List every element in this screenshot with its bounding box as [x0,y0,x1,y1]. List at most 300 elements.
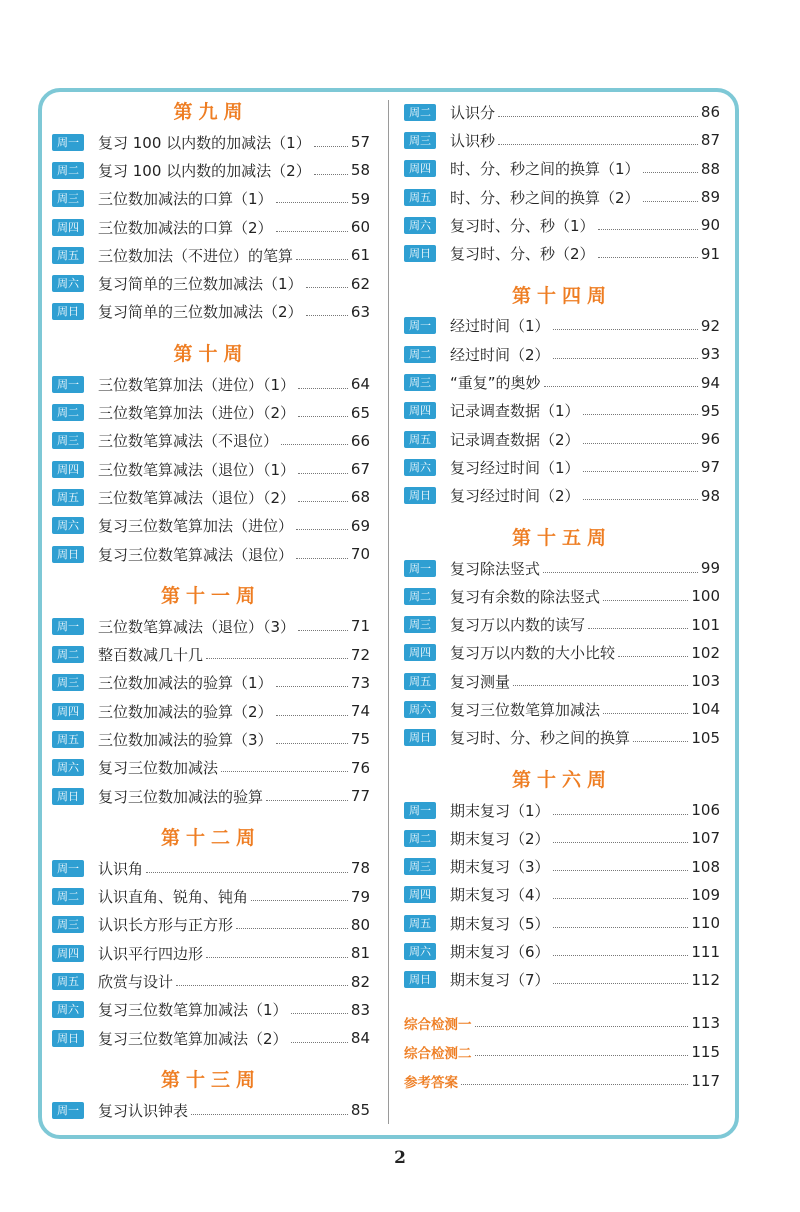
entry-title: 期末复习（3） [450,858,550,877]
week-heading: 第十六周 [511,768,612,791]
day-tag: 周二 [404,830,436,847]
entry-page: 65 [350,403,370,422]
entry-title: 复习万以内数的读写 [450,616,586,635]
toc-entry[interactable] [52,725,370,753]
entry-page: 76 [350,758,370,777]
dot-leader [298,501,348,502]
dot-leader [276,743,348,744]
day-tag: 周二 [52,404,84,421]
dot-leader [296,259,348,260]
toc-entry[interactable] [52,298,370,326]
toc-entry[interactable] [404,340,720,368]
toc-entry[interactable] [404,909,720,937]
toc-entry[interactable] [52,939,370,967]
entry-page: 95 [700,401,720,420]
toc-entry[interactable] [52,455,370,483]
toc-entry[interactable] [404,881,720,909]
entry-page: 77 [350,787,370,806]
extra-entry[interactable] [404,1066,720,1095]
entry-title: 复习时、分、秒（1） [450,216,595,235]
entry-title: 期末复习（1） [450,801,550,820]
toc-entry[interactable] [404,554,720,582]
entry-title: 三位数加减法的口算（1） [98,190,273,209]
day-tag: 周日 [404,245,436,262]
day-tag: 周五 [404,189,436,206]
toc-entry[interactable] [52,370,370,398]
day-tag: 周三 [404,858,436,875]
dot-leader [553,983,689,984]
entry-page: 88 [700,159,720,178]
extra-title: 综合检测一 [404,1016,472,1033]
entry-title: 复习三位数笔算加法（进位） [98,517,294,536]
entry-page: 98 [700,486,720,505]
entry-title: 三位数笔算加法（进位）（2） [98,404,296,423]
entry-title: 复习三位数笔算减法（退位） [98,545,294,564]
entry-title: 复习三位数加减法 [98,759,219,778]
toc-entry[interactable] [404,239,720,267]
toc-entry[interactable] [52,754,370,782]
entry-title: “重复”的奥妙 [450,374,541,393]
entry-title: 认识分 [450,103,496,122]
dot-leader [298,630,348,631]
entry-page: 100 [691,587,720,606]
dot-leader [296,558,348,559]
entry-page: 96 [700,430,720,449]
entry-page: 106 [691,801,720,820]
entry-title: 认识角 [98,859,144,878]
toc-entry[interactable] [52,427,370,455]
entry-page: 64 [350,375,370,394]
dot-leader [266,800,348,801]
day-tag: 周一 [404,560,436,577]
day-tag: 周五 [404,915,436,932]
dot-leader [298,473,348,474]
dot-leader [583,414,698,415]
day-tag: 周日 [404,487,436,504]
dot-leader [251,900,348,901]
entry-title: 时、分、秒之间的换算（2） [450,188,640,207]
toc-entry[interactable] [404,639,720,667]
entry-page: 68 [350,488,370,507]
entry-page: 86 [700,103,720,122]
week-heading: 第十二周 [160,827,261,850]
toc-entry[interactable] [52,911,370,939]
day-tag: 周二 [52,888,84,905]
day-tag: 周五 [404,431,436,448]
toc-entry[interactable] [52,854,370,882]
entry-page: 60 [350,218,370,237]
toc-entry[interactable] [404,667,720,695]
toc-entry[interactable] [52,883,370,911]
entry-page: 112 [691,970,720,989]
extra-title: 参考答案 [404,1074,458,1091]
week-heading: 第十四周 [511,284,612,307]
entry-page: 84 [350,1029,370,1048]
dot-leader [276,231,348,232]
entry-title: 期末复习（5） [450,914,550,933]
day-tag: 周日 [52,788,84,805]
dot-leader [276,715,348,716]
toc-left-column [52,96,370,1125]
toc-entry[interactable] [404,183,720,211]
day-tag: 周日 [404,729,436,746]
entry-page: 81 [350,944,370,963]
entry-page: 107 [691,829,720,848]
entry-page: 82 [350,972,370,991]
entry-title: 时、分、秒之间的换算（1） [450,160,640,179]
dot-leader [553,927,689,928]
entry-page: 58 [350,161,370,180]
entry-page: 61 [350,246,370,265]
dot-leader [498,116,698,117]
right-weeks [404,280,720,994]
entry-title: 三位数笔算加法（进位）（1） [98,375,296,394]
dot-leader [588,628,688,629]
toc-entry[interactable] [52,669,370,697]
day-tag: 周三 [52,916,84,933]
entry-title: 复习 100 以内数的加减法（2） [98,161,311,180]
toc-entry[interactable] [404,211,720,239]
dot-leader [553,329,698,330]
week-heading: 第十三周 [160,1069,261,1092]
entry-page: 70 [350,545,370,563]
dot-leader [603,600,688,601]
entry-page: 59 [350,189,370,208]
dot-leader [314,146,348,147]
toc-entry[interactable] [404,155,720,183]
day-tag: 周二 [404,104,436,121]
entry-title: 复习有余数的除法竖式 [450,587,601,606]
entry-title: 经过时间（2） [450,345,550,364]
day-tag: 周六 [52,275,84,292]
dot-leader [236,928,348,929]
day-tag: 周三 [52,190,84,207]
extra-entry[interactable] [404,1037,720,1066]
toc-entry[interactable] [404,937,720,965]
entry-title: 欣赏与设计 [98,973,174,992]
dot-leader [553,842,689,843]
entry-page: 85 [350,1101,370,1120]
day-tag: 周六 [404,217,436,234]
toc-entry[interactable] [52,1024,370,1052]
day-tag: 周日 [404,971,436,988]
entry-page: 90 [700,216,720,235]
dot-leader [475,1026,689,1027]
entry-page: 109 [691,885,720,904]
toc-entry[interactable] [404,966,720,994]
entry-page: 92 [700,316,720,335]
day-tag: 周五 [52,731,84,748]
toc-entry[interactable] [404,98,720,126]
day-tag: 周五 [52,489,84,506]
dot-leader [553,814,689,815]
day-tag: 周一 [404,317,436,334]
entry-title: 三位数笔算减法（不退位） [98,432,279,451]
entry-page: 62 [350,274,370,293]
dot-leader [176,985,348,986]
day-tag: 周四 [404,160,436,177]
toc-entry[interactable] [52,640,370,668]
entry-title: 三位数笔算减法（退位）（2） [98,488,296,507]
dot-leader [544,386,698,387]
toc-entry[interactable] [52,398,370,426]
day-tag: 周三 [404,374,436,391]
page-number: 2 [394,1148,406,1168]
column-divider [388,100,389,1124]
dot-leader [206,658,348,659]
entry-title: 记录调查数据（1） [450,402,580,421]
entry-title: 复习三位数笔算加减法 [450,700,601,719]
entry-page: 97 [700,458,720,477]
week-heading: 第九周 [173,101,249,123]
entry-title: 认识直角、锐角、钝角 [98,888,249,907]
entry-title: 三位数笔算减法（退位）（1） [98,460,296,479]
dot-leader [314,174,348,175]
entry-title: 复习经过时间（1） [450,458,580,477]
entry-title: 复习时、分、秒（2） [450,245,595,264]
day-tag: 周五 [52,973,84,990]
day-tag: 周二 [52,162,84,179]
entry-page: 69 [350,516,370,535]
dot-leader [221,771,348,772]
dot-leader [643,201,698,202]
dot-leader [543,572,698,573]
extra-sections [404,1008,720,1095]
dot-leader [306,315,348,316]
day-tag: 周六 [404,943,436,960]
entry-title: 认识平行四边形 [98,944,204,963]
entry-page: 79 [350,887,370,906]
dot-leader [633,741,688,742]
entry-title: 复习认识钟表 [98,1101,189,1120]
week-heading: 第十周 [173,343,249,366]
day-tag: 周一 [52,134,84,151]
toc-entry[interactable] [404,453,720,481]
dot-leader [583,443,698,444]
dot-leader [553,358,698,359]
day-tag: 周六 [404,701,436,718]
toc-entry[interactable] [404,695,720,723]
entry-title: 复习除法竖式 [450,559,541,578]
entry-title: 三位数加减法的口算（2） [98,218,273,237]
day-tag: 周四 [52,461,84,478]
dot-leader [598,229,698,230]
entry-title: 认识秒 [450,131,496,150]
entry-title: 期末复习（6） [450,943,550,962]
entry-title: 三位数笔算减法（退位）（3） [98,617,296,636]
day-tag: 周六 [404,459,436,476]
day-tag: 周六 [52,759,84,776]
day-tag: 周四 [52,945,84,962]
dot-leader [146,872,348,873]
entry-page: 89 [700,188,720,207]
day-tag: 周日 [52,546,84,563]
dot-leader [598,257,698,258]
toc-entry[interactable] [404,824,720,852]
extra-title: 综合检测二 [404,1045,472,1062]
entry-title: 三位数加减法的验算（2） [98,702,273,721]
day-tag: 周一 [52,1102,84,1119]
toc-entry[interactable] [404,796,720,824]
day-tag: 周三 [404,132,436,149]
toc-entry[interactable] [52,540,370,568]
entry-title: 复习三位数加减法的验算 [98,787,264,806]
toc-entry[interactable] [404,312,720,340]
day-tag: 周六 [52,517,84,534]
dot-leader [461,1084,688,1085]
toc-entry[interactable] [52,241,370,269]
dot-leader [306,287,348,288]
toc-entry[interactable] [52,996,370,1024]
toc-entry[interactable] [52,782,370,810]
entry-page: 73 [350,673,370,692]
day-tag: 周二 [404,588,436,605]
entry-page: 110 [691,914,720,933]
dot-leader [513,685,688,686]
dot-leader [583,471,698,472]
entry-page: 67 [350,460,370,479]
toc-entry[interactable] [404,582,720,610]
dot-leader [498,144,698,145]
entry-page: 63 [350,302,370,321]
week-heading: 第十五周 [511,526,612,549]
day-tag: 周日 [52,1030,84,1047]
toc-entry[interactable] [404,425,720,453]
extra-entry[interactable] [404,1008,720,1037]
toc-entry[interactable] [52,612,370,640]
entry-page: 99 [700,559,720,577]
entry-page: 103 [691,672,720,691]
day-tag: 周四 [52,219,84,236]
dot-leader [298,416,348,417]
dot-leader [603,713,688,714]
day-tag: 周五 [52,247,84,264]
toc-entry[interactable] [52,512,370,540]
entry-page: 113 [691,1013,720,1032]
day-tag: 周四 [52,703,84,720]
entry-title: 期末复习（7） [450,971,550,990]
entry-page: 66 [350,431,370,450]
entry-page: 87 [700,131,720,150]
day-tag: 周一 [52,860,84,877]
toc-entry[interactable] [52,697,370,725]
entry-title: 记录调查数据（2） [450,430,580,449]
dot-leader [298,388,348,389]
entry-page: 108 [691,857,720,876]
day-tag: 周六 [52,1001,84,1018]
day-tag: 周三 [52,674,84,691]
entry-page: 75 [350,730,370,749]
entry-page: 80 [350,915,370,934]
entry-title: 期末复习（2） [450,829,550,848]
day-tag: 周三 [404,616,436,633]
entry-title: 复习三位数笔算加减法（1） [98,1001,288,1020]
entry-title: 三位数加法（不进位）的笔算 [98,246,294,265]
entry-title: 复习 100 以内数的加减法（1） [98,133,311,152]
dot-leader [618,656,688,657]
dot-leader [291,1042,348,1043]
entry-title: 复习万以内数的大小比较 [450,644,616,663]
entry-title: 复习时、分、秒之间的换算 [450,729,631,748]
entry-page: 104 [691,700,720,719]
dot-leader [281,444,348,445]
dot-leader [643,172,698,173]
day-tag: 周五 [404,673,436,690]
entry-page: 117 [691,1071,720,1090]
entry-page: 105 [691,728,720,747]
dot-leader [191,1114,348,1115]
entry-title: 复习测量 [450,672,511,691]
week-heading: 第十一周 [160,585,261,608]
dot-leader [291,1013,348,1014]
toc-right-column [404,98,720,1095]
day-tag: 周二 [404,346,436,363]
dot-leader [553,955,689,956]
toc-entry[interactable] [52,156,370,184]
entry-title: 整百数减几十几 [98,646,204,665]
entry-page: 57 [350,133,370,152]
toc-entry[interactable] [404,397,720,425]
toc-entry[interactable] [52,213,370,241]
entry-title: 三位数加减法的验算（1） [98,674,273,693]
entry-page: 115 [691,1042,720,1061]
toc-entry[interactable] [404,368,720,396]
day-tag: 周四 [404,644,436,661]
dot-leader [206,957,348,958]
toc-entry[interactable] [404,724,720,752]
dot-leader [475,1055,689,1056]
entry-title: 期末复习（4） [450,886,550,905]
day-tag: 周日 [52,303,84,320]
entry-page: 74 [350,702,370,721]
day-tag: 周一 [52,618,84,635]
entry-page: 91 [700,244,720,263]
entry-title: 经过时间（1） [450,317,550,336]
entry-page: 93 [700,345,720,364]
entry-title: 认识长方形与正方形 [98,916,234,935]
dot-leader [583,499,698,500]
entry-page: 71 [350,617,370,636]
entry-title: 复习三位数笔算加减法（2） [98,1029,288,1048]
entry-page: 101 [691,615,720,634]
entry-title: 复习简单的三位数加减法（1） [98,275,303,294]
day-tag: 周四 [404,886,436,903]
toc-entry[interactable] [404,610,720,638]
entry-page: 78 [350,859,370,878]
toc-entry[interactable] [404,126,720,154]
dot-leader [553,870,689,871]
toc-entry[interactable] [404,482,720,510]
day-tag: 周三 [52,432,84,449]
toc-entry[interactable] [52,185,370,213]
dot-leader [553,898,689,899]
entry-page: 94 [700,373,720,392]
toc-entry[interactable] [52,967,370,995]
toc-entry[interactable] [52,269,370,297]
entry-page: 72 [350,645,370,664]
entry-title: 复习简单的三位数加减法（2） [98,303,303,322]
toc-entry[interactable] [52,1096,370,1124]
toc-entry[interactable] [404,853,720,881]
dot-leader [296,529,348,530]
toc-entry[interactable] [52,128,370,156]
day-tag: 周一 [404,802,436,819]
day-tag: 周二 [52,646,84,663]
toc-entry[interactable] [52,483,370,511]
entry-title: 复习经过时间（2） [450,487,580,506]
day-tag: 周四 [404,402,436,419]
entry-page: 111 [691,942,720,961]
